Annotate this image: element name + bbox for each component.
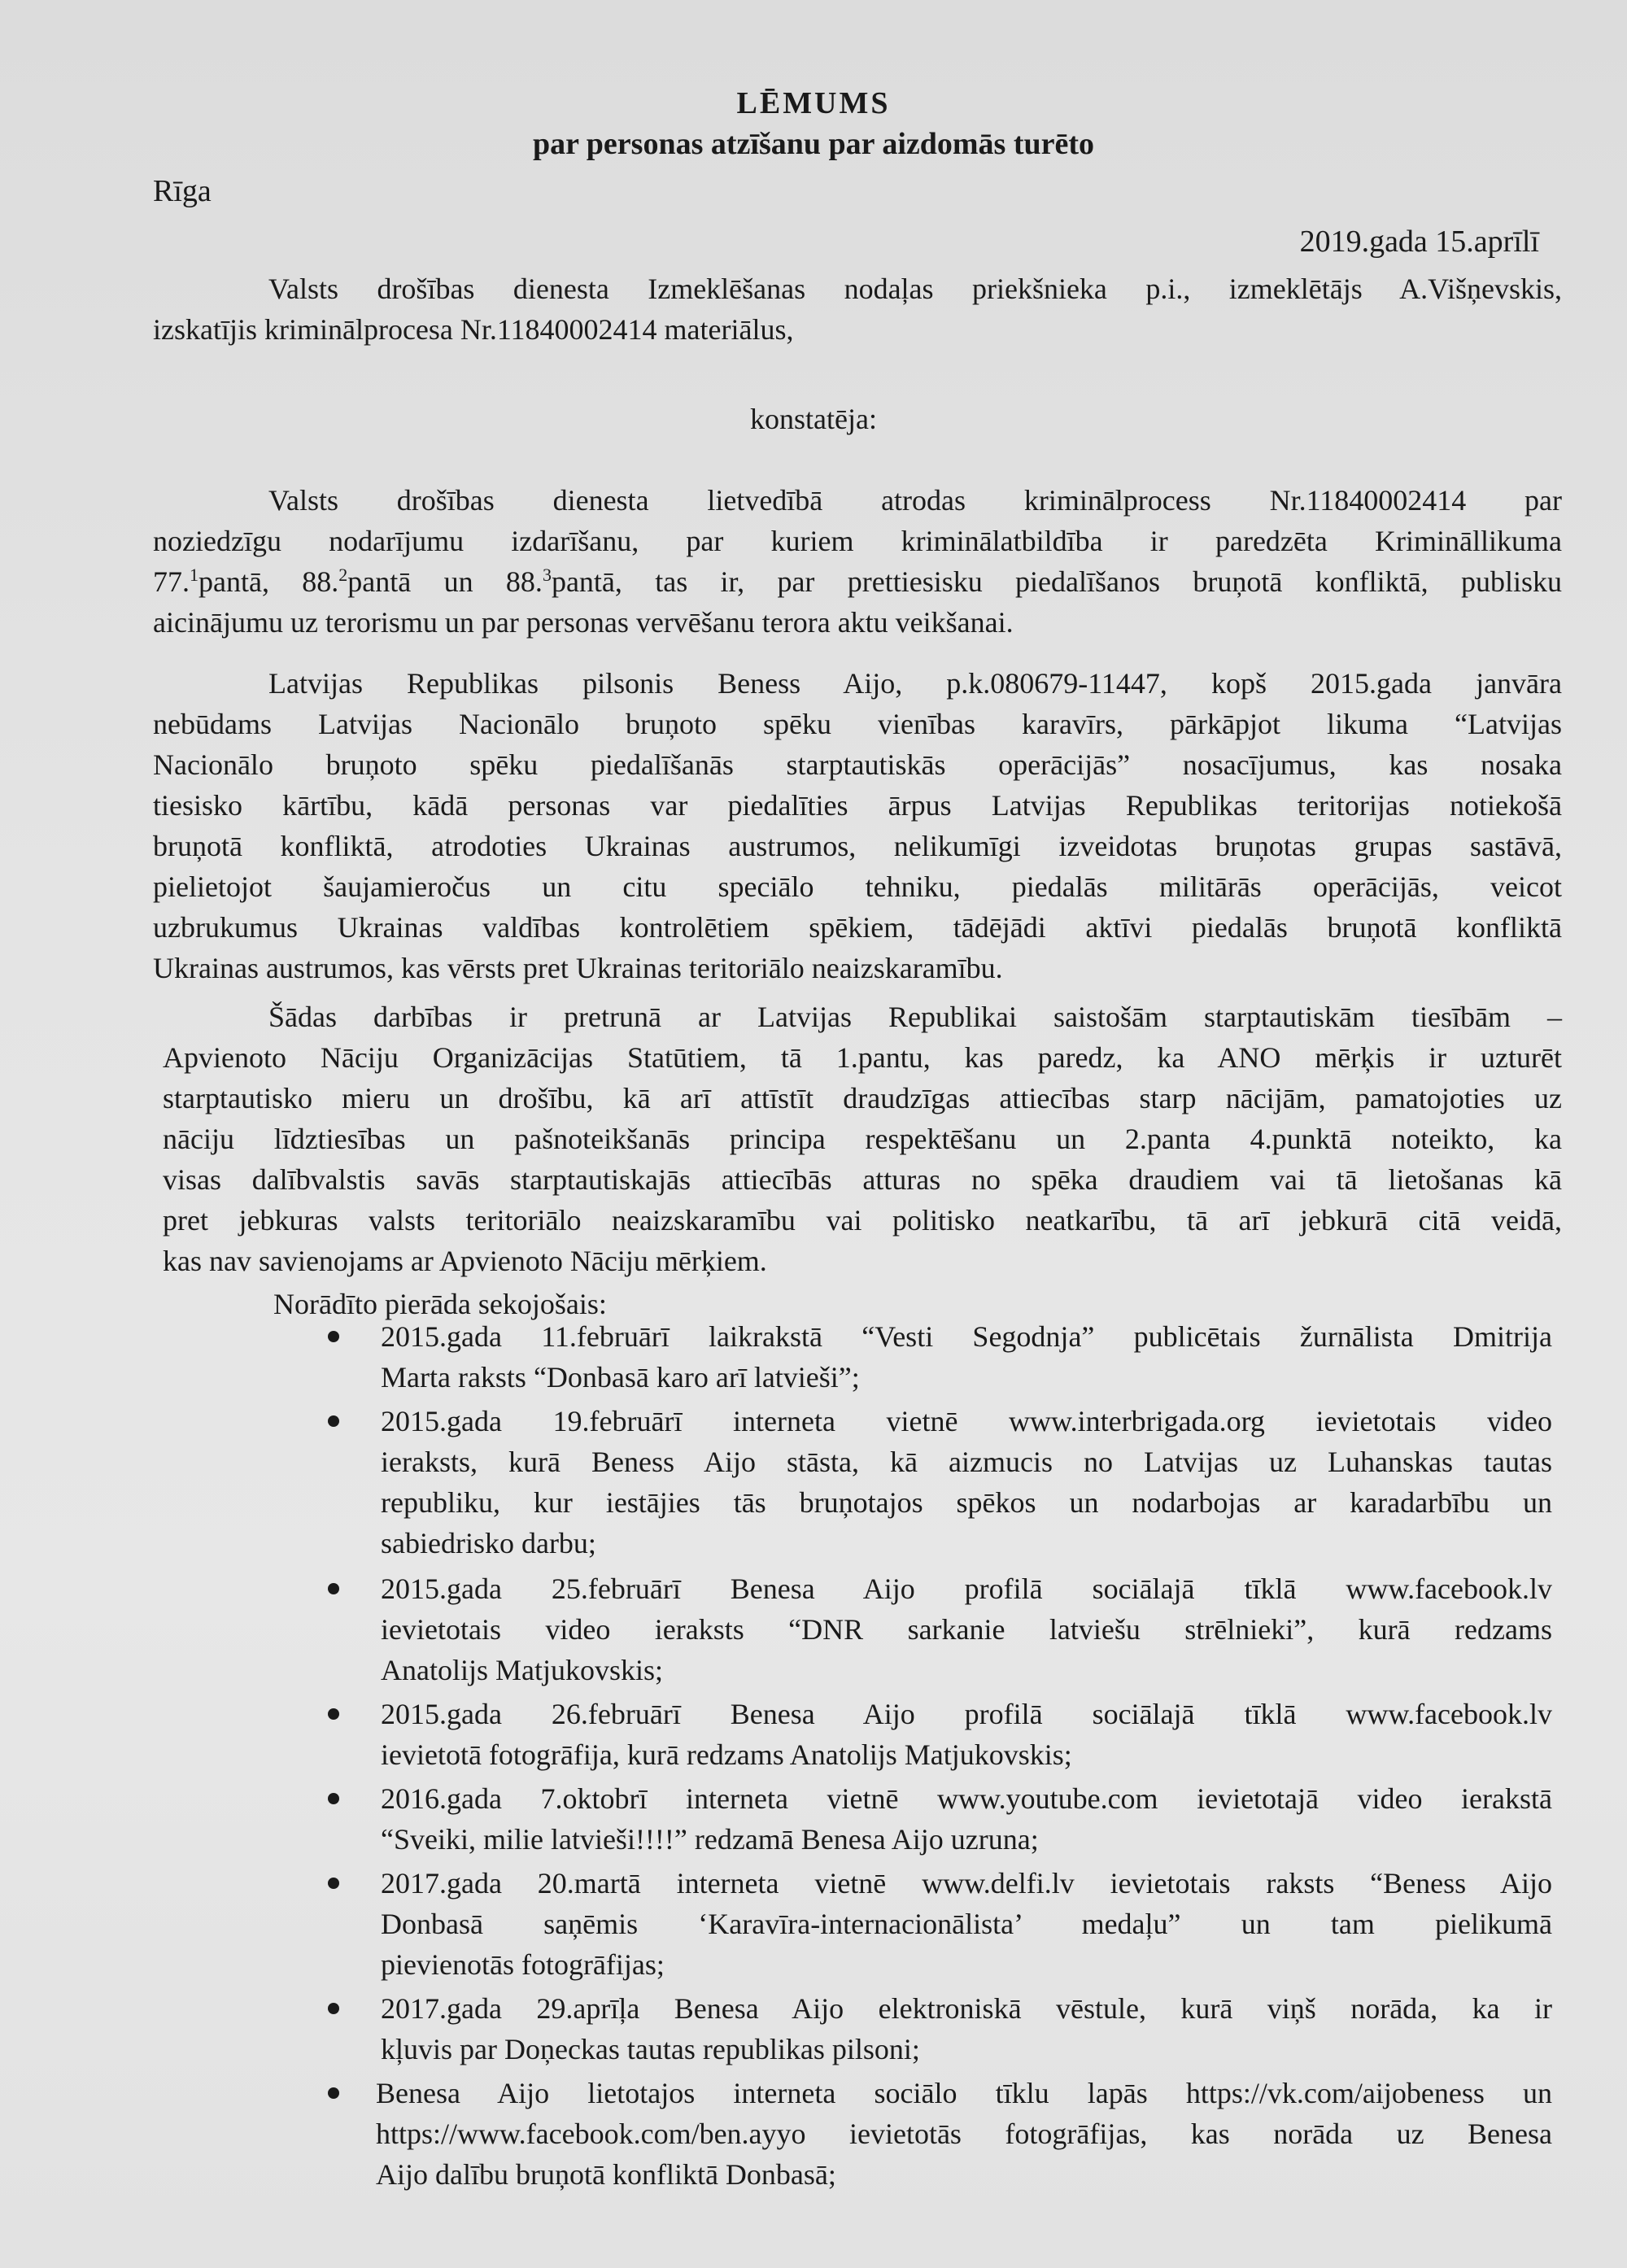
intro-line: Valsts drošības dienesta Izmeklēšanas nodaļas priekšnieka p.i., izmeklētājs A.Višņevskis, xyxy=(268,273,1562,305)
paragraph-2-line: Latvijas Republikas pilsonis Beness Aijo, p.k.080679-11447, kopš 2015.gada janvāra xyxy=(268,667,1562,700)
evidence-item-line: 2015.gada 11.februārī laikrakstā “Vesti Segodnja” publicētais žurnālista Dmitrija xyxy=(381,1320,1552,1353)
evidence-item-line: 2017.gada 20.martā interneta vietnē www.delfi.lv ievietotais raksts “Beness Aijo xyxy=(381,1867,1552,1899)
evidence-item-line: “Sveiki, milie latvieši!!!!” redzamā Benesa Aijo uzruna; xyxy=(381,1823,1039,1856)
bullet-icon xyxy=(328,2087,339,2099)
evidence-item-line: ievietotā fotogrāfija, kurā redzams Anatolijs Matjukovskis; xyxy=(381,1738,1072,1771)
paragraph-2-line: uzbrukumus Ukrainas valdības kontrolētiem spēkiem, tādējādi aktīvi piedalās bruņotā konfliktā xyxy=(153,911,1562,944)
evidence-item-line: ievietotais video ieraksts “DNR sarkanie latviešu strēlnieki”, kurā redzams xyxy=(381,1613,1552,1646)
bullet-icon xyxy=(328,1415,339,1427)
intro-line: izskatījis kriminālprocesa Nr.11840002414 materiālus, xyxy=(153,313,794,346)
paragraph-3-line: starptautisko mieru un drošību, kā arī attīstīt draudzīgas attiecības starp nācijām, pamatojoties uz xyxy=(163,1082,1562,1114)
article-ref: pantā, tas ir, par prettiesisku piedalīšanos bruņotā konfliktā, publisku xyxy=(551,565,1562,598)
evidence-item-line: 2015.gada 19.februārī interneta vietnē www.interbrigada.org ievietotais video xyxy=(381,1405,1552,1437)
paragraph-2-line: pielietojot šaujamieročus un citu speciālo tehniku, piedalās militārās operācijās, veicot xyxy=(153,870,1562,903)
evidence-item-line: https://www.facebook.com/ben.ayyo ievietotās fotogrāfijas, kas norāda uz Benesa xyxy=(376,2118,1552,2150)
paragraph-2-line: nebūdams Latvijas Nacionālo bruņoto spēku vienības karavīrs, pārkāpjot likuma “Latvijas xyxy=(153,708,1562,740)
evidence-item-line: 2017.gada 29.aprīļa Benesa Aijo elektroniskā vēstule, kurā viņš norāda, ka ir xyxy=(381,1992,1552,2025)
article-ref: pantā, 88. xyxy=(198,565,339,598)
evidence-item-line: Anatolijs Matjukovskis; xyxy=(381,1654,664,1686)
article-ref: 77. xyxy=(153,565,190,598)
article-ref: pantā un 88. xyxy=(347,565,543,598)
evidence-item-line: Marta raksts “Donbasā karo arī latvieši”; xyxy=(381,1361,860,1394)
paragraph-1-line: Valsts drošības dienesta lietvedībā atrodas kriminālprocess Nr.11840002414 par xyxy=(268,484,1562,517)
paragraph-3-line: Šādas darbības ir pretrunā ar Latvijas Republikai saistošām starptautiskām tiesībām – xyxy=(268,1001,1562,1033)
evidence-item-line: kļuvis par Doņeckas tautas republikas pilsoni; xyxy=(381,2033,920,2065)
evidence-item-line: republiku, kur iestājies tās bruņotajos spēkos un nodarbojas ar karadarbību un xyxy=(381,1486,1552,1519)
evidence-intro: Norādīto pierāda sekojošais: xyxy=(273,1288,607,1320)
evidence-item-line: ieraksts, kurā Beness Aijo stāsta, kā aizmucis no Latvijas uz Luhanskas tautas xyxy=(381,1446,1552,1478)
superscript: 1 xyxy=(190,565,198,585)
bullet-icon xyxy=(328,1878,339,1889)
paragraph-2-line: bruņotā konfliktā, atrodoties Ukrainas austrumos, nelikumīgi izveidotas bruņotas grupas sastāvā, xyxy=(153,830,1562,862)
paragraph-1-line xyxy=(153,561,1562,602)
bullet-icon xyxy=(328,1583,339,1594)
bullet-icon xyxy=(328,1708,339,1720)
evidence-item-line: 2016.gada 7.oktobrī interneta vietnē www.youtube.com ievietotajā video ierakstā xyxy=(381,1782,1552,1815)
evidence-item-line: Aijo dalību bruņotā konfliktā Donbasā; xyxy=(376,2158,836,2191)
document-city: Rīga xyxy=(153,174,212,208)
bullet-icon xyxy=(328,1793,339,1804)
section-heading: konstatēja: xyxy=(750,403,877,435)
document-subtitle: par personas atzīšanu par aizdomās turēto xyxy=(532,127,1094,161)
superscript: 2 xyxy=(338,565,348,585)
paragraph-3-line: kas nav savienojams ar Apvienoto Nāciju mērķiem. xyxy=(163,1245,767,1277)
bullet-icon xyxy=(328,1331,339,1342)
paragraph-2-line: tiesisko kārtību, kādā personas var piedalīties ārpus Latvijas Republikas teritorijas notiekošā xyxy=(153,789,1562,822)
paragraph-3-line: visas dalībvalstis savās starptautiskajās attiecībās atturas no spēka draudiem vai tā lietošanas kā xyxy=(163,1163,1562,1196)
evidence-item-line: 2015.gada 25.februārī Benesa Aijo profilā sociālajā tīklā www.facebook.lv xyxy=(381,1572,1552,1605)
evidence-item-line: 2015.gada 26.februārī Benesa Aijo profilā sociālajā tīklā www.facebook.lv xyxy=(381,1698,1552,1730)
bullet-icon xyxy=(328,2003,339,2014)
paragraph-3-line: nāciju līdztiesības un pašnoteikšanās principa respektēšanu un 2.panta 4.punktā noteikto, ka xyxy=(163,1123,1562,1155)
paragraph-2-line: Ukrainas austrumos, kas vērsts pret Ukrainas teritoriālo neaizskaramību. xyxy=(153,952,1003,984)
paragraph-3-line: Apvienoto Nāciju Organizācijas Statūtiem, tā 1.pantu, kas paredz, ka ANO mērķis ir uzturēt xyxy=(163,1041,1562,1074)
evidence-item-line: Benesa Aijo lietotajos interneta sociālo tīklu lapās https://vk.com/aijobeness un xyxy=(376,2077,1552,2109)
superscript: 3 xyxy=(542,565,552,585)
evidence-item-line: pievienotās fotogrāfijas; xyxy=(381,1948,665,1981)
paragraph-1-line: aicinājumu uz terorismu un par personas vervēšanu terora aktu veikšanai. xyxy=(153,606,1014,639)
paragraph-2-line: Nacionālo bruņoto spēku piedalīšanās starptautiskās operācijās” nosacījumus, kas nosaka xyxy=(153,748,1562,781)
document-date: 2019.gada 15.aprīlī xyxy=(1299,225,1539,259)
document-title: LĒMUMS xyxy=(736,86,891,120)
evidence-item-line: sabiedrisko darbu; xyxy=(381,1527,596,1559)
paragraph-3-line: pret jebkuras valsts teritoriālo neaizskaramību vai politisko neatkarību, tā arī jebkurā citā veidā, xyxy=(163,1204,1562,1236)
paragraph-1-line: noziedzīgu nodarījumu izdarīšanu, par kuriem kriminālatbildība ir paredzēta Krimināllikuma xyxy=(153,525,1562,557)
evidence-item-line: Donbasā saņēmis ‘Karavīra-internacionālista’ medaļu” un tam pielikumā xyxy=(381,1908,1552,1940)
